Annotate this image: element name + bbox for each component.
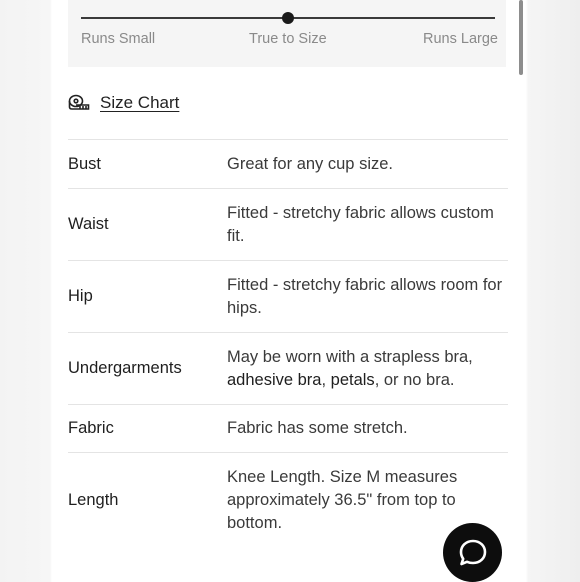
size-chart-link[interactable] [68, 90, 179, 116]
detail-row-length [68, 452, 508, 548]
detail-row-fabric [68, 404, 508, 452]
fit-details-table [68, 139, 508, 548]
detail-label: Hip [68, 287, 93, 305]
fit-label-runs-small: Runs Small [81, 31, 156, 47]
fit-label-true-to-size: True to Size [249, 31, 327, 47]
fit-label-runs-large: Runs Large [423, 31, 498, 47]
adhesive-bra-link[interactable]: adhesive bra [227, 370, 322, 389]
detail-row-hip [68, 260, 508, 332]
detail-value: Fitted - stretchy fabric allows custom fit. [227, 203, 494, 245]
petals-link[interactable]: petals [330, 370, 375, 389]
detail-label: Waist [68, 215, 109, 233]
scrollbar-thumb[interactable] [519, 0, 523, 75]
detail-value: Fitted - stretchy fabric allows room for hips. [227, 275, 503, 317]
fit-scale-marker [282, 12, 294, 24]
chat-bubble-icon [457, 537, 489, 569]
size-chart-label: Size Chart [100, 93, 180, 112]
detail-label: Length [68, 491, 119, 509]
detail-row-waist [68, 188, 508, 260]
detail-label: Undergarments [68, 359, 182, 377]
detail-label: Fabric [68, 419, 114, 437]
measuring-tape-icon [68, 93, 90, 113]
detail-label: Bust [68, 154, 102, 173]
detail-value: Fabric has some stretch. [227, 419, 408, 437]
detail-value: Great for any cup size. [227, 154, 393, 173]
detail-value: May be worn with a strapless bra, adhesive bra, petals, or no bra. [227, 347, 473, 389]
detail-value: Knee Length. Size M measures approximately 36.5" from top to bottom. [227, 468, 458, 532]
chat-button[interactable] [443, 523, 502, 582]
detail-row-bust [68, 139, 508, 188]
detail-row-undergarments [68, 332, 508, 404]
